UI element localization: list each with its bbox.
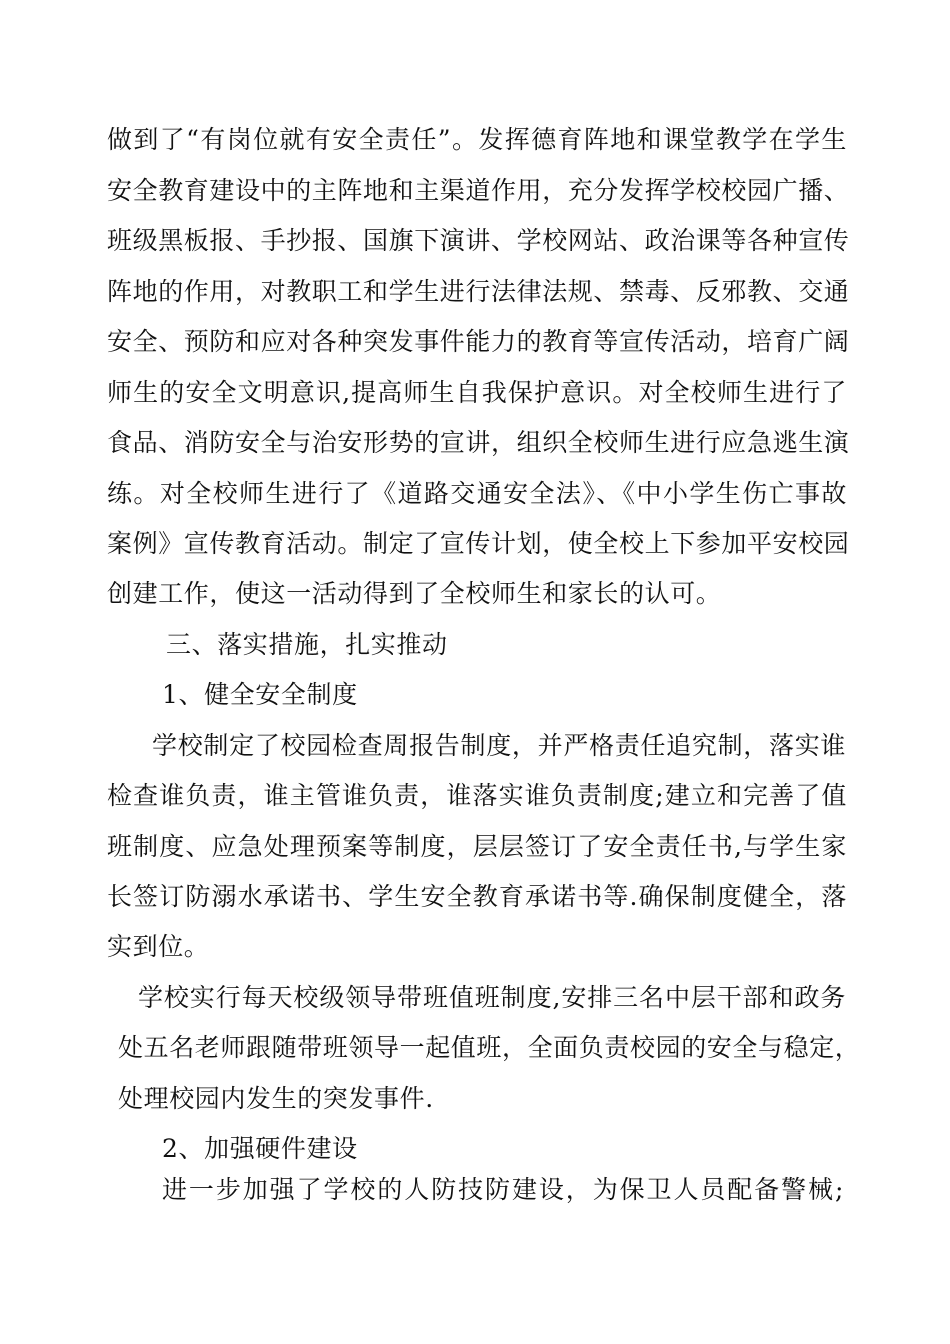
text-line: 安全教育建设中的主阵地和主渠道作用，充分发挥学校校园广播、 [107, 176, 850, 205]
text-line: 实到位。 [107, 932, 210, 961]
text-line: 班制度、应急处理预案等制度，层层签订了安全责任书,与学生家 [107, 832, 847, 861]
text-line: 做到了“有岗位就有安全责任”。发挥德育阵地和课堂教学在学生 [107, 125, 847, 154]
text-line: 进一步加强了学校的人防技防建设，为保卫人员配备警械; [162, 1175, 844, 1204]
text-line: 食品、消防安全与治安形势的宣讲，组织全校师生进行应急逃生演 [107, 428, 850, 457]
subsection-heading: 2、加强硬件建设 [162, 1134, 358, 1163]
text-line: 长签订防溺水承诺书、学生安全教育承诺书等.确保制度健全，落 [107, 882, 847, 911]
text-line: 处理校园内发生的突发事件. [118, 1084, 434, 1113]
section-heading: 三、落实措施，扎实推动 [166, 630, 448, 659]
text-line: 创建工作，使这一活动得到了全校师生和家长的认可。 [107, 579, 722, 608]
text-line: 班级黑板报、手抄报、国旗下演讲、学校网站、政治课等各种宣传 [107, 226, 850, 255]
text-line: 检查谁负责，谁主管谁负责，谁落实谁负责制度;建立和完善了值 [107, 781, 847, 810]
text-line: 案例》宣传教育活动。制定了宣传计划，使全校上下参加平安校园 [107, 529, 850, 558]
text-line: 处五名老师跟随带班领导一起值班，全面负责校园的安全与稳定， [118, 1033, 861, 1062]
text-line: 学校制定了校园检查周报告制度，并严格责任追究制，落实谁 [152, 731, 846, 760]
text-line: 学校实行每天校级领导带班值班制度,安排三名中层干部和政务 [138, 983, 846, 1012]
text-line: 师生的安全文明意识,提高师生自我保护意识。对全校师生进行了 [107, 378, 847, 407]
text-line: 阵地的作用，对教职工和学生进行法律法规、禁毒、反邪教、交通 [107, 277, 850, 306]
text-line: 安全、预防和应对各种突发事件能力的教育等宣传活动，培育广阔 [107, 327, 850, 356]
text-line: 练。对全校师生进行了《道路交通安全法》、《中小学生伤亡事故 [107, 479, 847, 508]
subsection-heading: 1、健全安全制度 [162, 680, 358, 709]
